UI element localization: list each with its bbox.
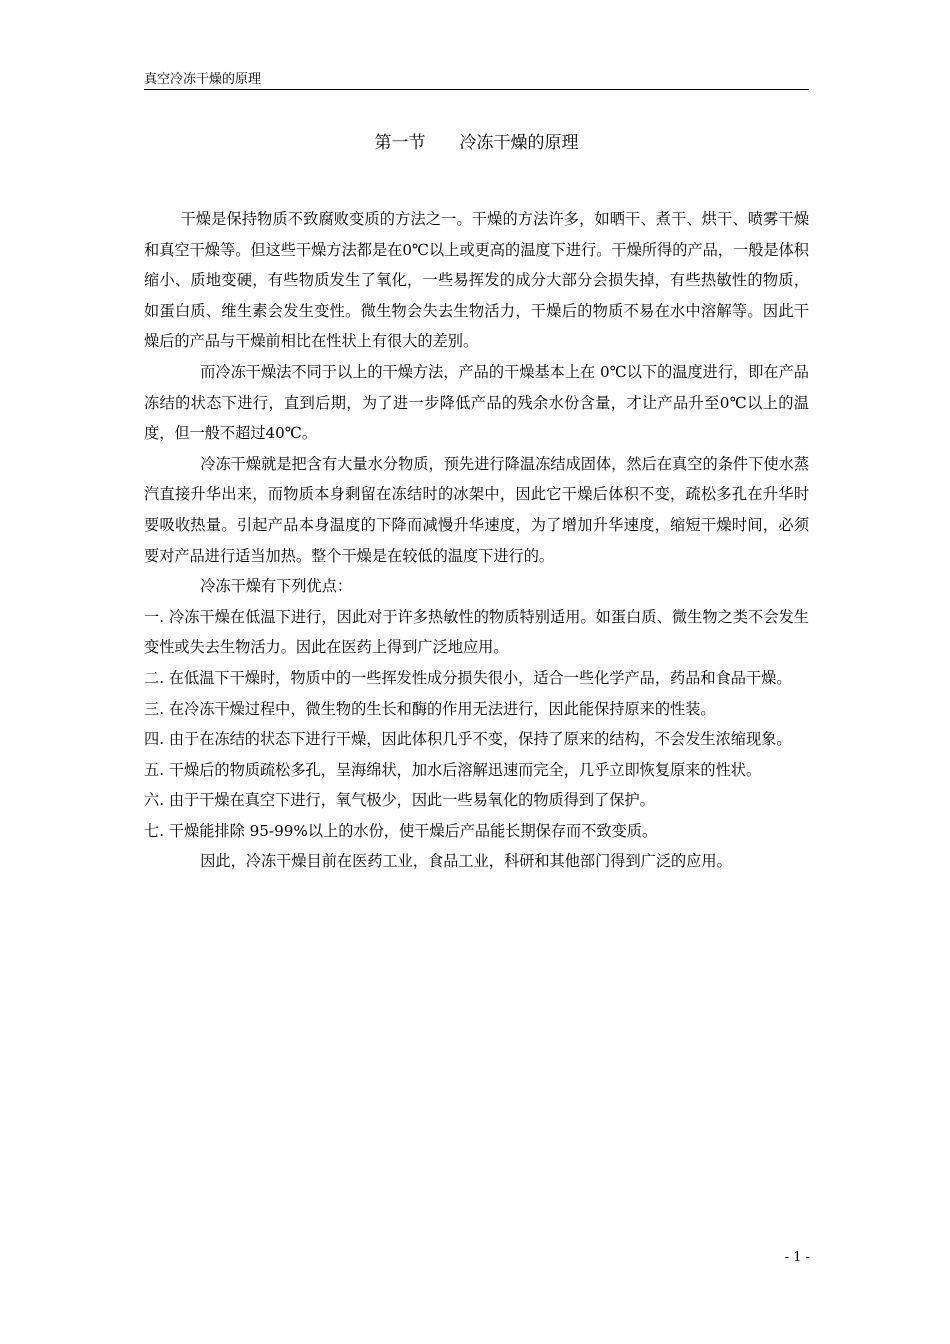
document-body xyxy=(144,204,809,877)
paragraph-freeze-drying-definition: 冷冻干燥就是把含有大量水分物质，预先进行降温冻结成固体，然后在真空的条件下使水蒸汽直接升华出来，而物质本身剩留在冻结时的冰架中，因此它干燥后体积不变，疏松多孔在升华时要吸收热量。引起产品本身温度的下降而减慢升华速度，为了增加升华速度，缩短干燥时间，必须要对产品进行适当加热。整个干燥是在较低的温度下进行的。 xyxy=(144,454,809,565)
list-item-advantage-7: 七. 干燥能排除 95-99%以上的水份，使干燥后产品能长期保存而不致变质。 xyxy=(144,821,658,840)
list-item-advantage-6: 六. 由于干燥在真空下进行，氧气极少，因此一些易氧化的物质得到了保护。 xyxy=(144,791,655,810)
paragraph-conclusion: 因此，冷冻干燥目前在医药工业，食品工业，科研和其他部门得到广泛的应用。 xyxy=(200,852,732,871)
list-item-advantage-3: 三. 在冷冻干燥过程中，微生物的生长和酶的作用无法进行，因此能保持原来的性装。 xyxy=(144,699,716,718)
paragraph-intro: 干燥是保持物质不致腐败变质的方法之一。干燥的方法许多，如晒干、煮干、烘干、喷雾干燥和真空干燥等。但这些干燥方法都是在0℃以上或更高的温度下进行。干燥所得的产品，一般是体积缩小、质地变硬，有些物质发生了氧化，一些易挥发的成分大部分会损失掉，有些热敏性的物质，如蛋白质、维生素会发生变性。微生物会失去生物活力，干燥后的物质不易在水中溶解等。因此干燥后的产品与干燥前相比在性状上有很大的差别。 xyxy=(144,210,809,351)
list-item-advantage-1: 一. 冷冻干燥在低温下进行，因此对于许多热敏性的物质特别适用。如蛋白质、微生物之类不会发生变性或失去生物活力。因此在医药上得到广泛地应用。 xyxy=(144,607,809,657)
page-header xyxy=(144,72,809,90)
paragraph-advantages-heading: 冷冻干燥有下列优点： xyxy=(200,577,353,596)
list-item-advantage-4: 四. 由于在冻结的状态下进行干燥，因此体积几乎不变，保持了原来的结构，不会发生浓缩现象。 xyxy=(144,730,792,749)
running-title: 真空冷冻干燥的原理 xyxy=(144,72,262,87)
section-title: 第一节 冷冻干燥的原理 xyxy=(374,133,579,153)
list-item-advantage-2: 二. 在低温下干燥时，物质中的一些挥发性成分损失很小，适合一些化学产品，药品和食品干燥。 xyxy=(144,668,792,687)
page-number: - 1 - xyxy=(784,1250,810,1265)
paragraph-freeze-drying-method: 而冷冻干燥法不同于以上的干燥方法，产品的干燥基本上在 0℃以下的温度进行，即在产品冻结的状态下进行，直到后期，为了进一步降低产品的残余水份含量，才让产品升至0℃以上的温度，但一般不超过40℃。 xyxy=(144,362,809,443)
list-item-advantage-5: 五. 干燥后的物质疏松多孔，呈海绵状，加水后溶解迅速而完全，几乎立即恢复原来的性状。 xyxy=(144,760,762,779)
